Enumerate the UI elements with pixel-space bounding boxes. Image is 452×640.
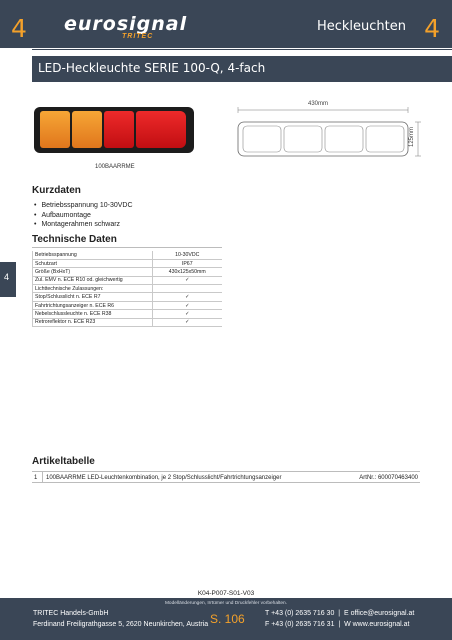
lamp-cell-amber-2 — [72, 111, 102, 148]
dimension-height: 125mm — [409, 126, 415, 147]
table-cell-value: ✓ — [152, 318, 222, 326]
article-position: 1 — [34, 475, 38, 481]
table-row — [33, 318, 223, 326]
table-cell-label: Zul. EMV n. ECE R10 od. gleichwertig — [33, 276, 153, 284]
article-description: 100BAARRME LED-Leuchtenkombination, je 2 Stop/Schlusslicht/Fahrtrichtungsanzeiger — [46, 475, 282, 481]
table-cell-label: Retroreflektor n. ECE R23 — [33, 318, 153, 326]
email-link[interactable]: E office@eurosignal.at — [343, 610, 415, 617]
table-cell-label: Nebelschlussleuchte n. ECE R38 — [33, 310, 153, 318]
page-number-left: 4 — [11, 14, 27, 43]
table-cell-value: ✓ — [152, 276, 222, 284]
separator: | — [338, 610, 341, 617]
table-cell-value: IP67 — [152, 259, 222, 267]
list-item: • Montagerahmen schwarz — [34, 220, 133, 230]
article-number: ArtNr.: 600070463400 — [359, 475, 418, 481]
table-cell-label: Fahrtrichtungsanzeiger n. ECE R6 — [33, 301, 153, 309]
table-row — [33, 276, 223, 284]
list-item: • Aufbaumontage — [34, 211, 133, 221]
table-cell-value — [152, 285, 222, 293]
contact-line-1 — [265, 610, 414, 617]
separator: | — [338, 621, 341, 628]
kurzdaten-heading: Kurzdaten — [32, 185, 81, 196]
contact-line-2 — [265, 621, 409, 628]
table-cell-value: ✓ — [152, 293, 222, 301]
table-row — [33, 268, 223, 276]
lamp-cell-amber-1 — [40, 111, 70, 148]
photo-caption: 100BAARRME — [95, 164, 135, 170]
website-link[interactable]: W www.eurosignal.at — [344, 621, 410, 628]
article-row — [32, 471, 420, 483]
page-header — [0, 0, 452, 48]
list-item: • Betriebsspannung 10-30VDC — [34, 201, 133, 211]
disclaimer: Modelländerungen, Irrtümer und Druckfehler vorbehalten. — [164, 601, 288, 606]
artikeltabelle-heading: Artikeltabelle — [32, 456, 95, 467]
table-row — [33, 285, 223, 293]
company-name: TRITEC Handels-GmbH — [33, 610, 109, 617]
logo-text: eurosignal — [64, 13, 188, 35]
table-cell-label: Größe (BxHxT) — [33, 268, 153, 276]
eurosignal-logo — [64, 13, 188, 40]
dimension-drawing — [228, 100, 428, 160]
phone-number: T +43 (0) 2635 716 30 — [265, 610, 335, 617]
table-cell-label: Lichttechnische Zulassungen: — [33, 285, 153, 293]
page-number-right: 4 — [424, 14, 440, 43]
section-title: Heckleuchten — [316, 19, 406, 34]
table-cell-label: Betriebsspannung — [33, 251, 153, 259]
product-title: LED-Heckleuchte SERIE 100-Q, 4-fach — [38, 61, 266, 75]
tech-data-table — [32, 251, 222, 327]
fax-number: F +43 (0) 2635 716 31 — [265, 621, 335, 628]
table-cell-value: ✓ — [152, 310, 222, 318]
page-footer — [0, 598, 452, 640]
product-photo — [34, 107, 194, 153]
table-cell-value: 430x125x50mm — [152, 268, 222, 276]
table-row — [33, 259, 223, 267]
section-divider — [32, 247, 222, 248]
company-address: Ferdinand Freiligrathgasse 5, 2620 Neunkirchen, Austria — [33, 621, 209, 628]
page-number: S. 106 — [210, 612, 245, 626]
table-cell-label: Schutzart — [33, 259, 153, 267]
table-cell-label: Stop/Schlusslicht n. ECE R7 — [33, 293, 153, 301]
table-cell-value: 10-30VDC — [152, 251, 222, 259]
table-row — [33, 251, 223, 259]
table-cell-value: ✓ — [152, 301, 222, 309]
table-row — [33, 310, 223, 318]
table-row — [33, 301, 223, 309]
document-code: K04-P007-S01-V03 — [197, 590, 255, 597]
column-divider — [42, 472, 43, 482]
lamp-cell-red-1 — [104, 111, 134, 148]
dimension-width: 430mm — [308, 101, 329, 107]
technische-daten-heading: Technische Daten — [32, 234, 117, 245]
kurzdaten-list — [34, 201, 133, 230]
header-divider — [32, 49, 452, 50]
chapter-tab — [0, 262, 16, 297]
table-row — [33, 293, 223, 301]
product-title-bar — [32, 56, 452, 82]
lamp-cell-red-2 — [136, 111, 186, 148]
logo-subtext: TRITEC — [122, 33, 154, 40]
chapter-tab-number: 4 — [4, 272, 10, 282]
